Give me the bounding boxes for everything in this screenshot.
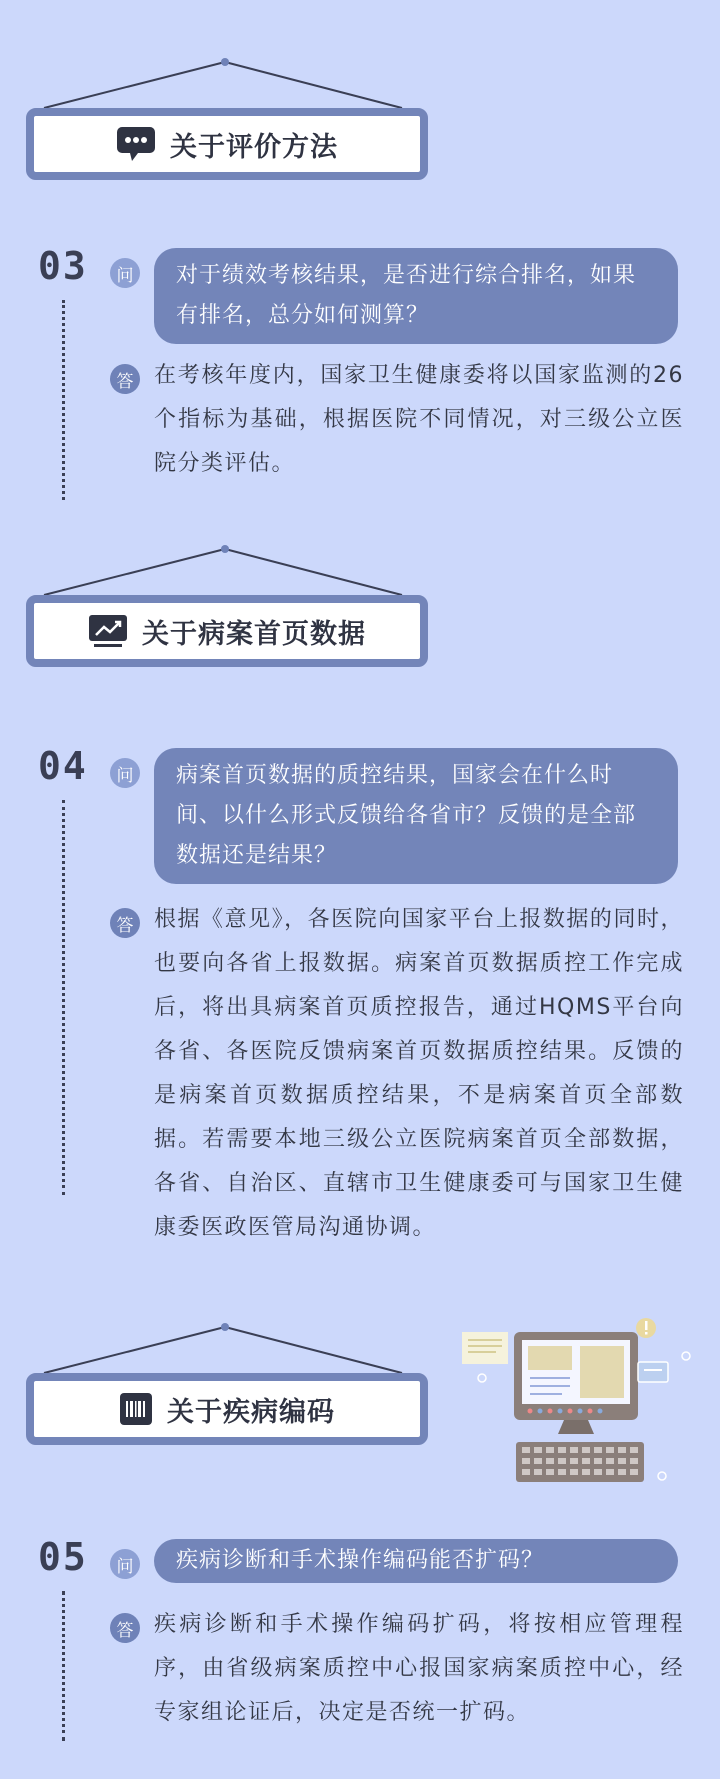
question-bubble: 病案首页数据的质控结果，国家会在什么时间、以什么形式反馈给各省市？反馈的是全部数据还是结果？ xyxy=(154,748,678,884)
section-title-box xyxy=(26,1373,428,1445)
question-badge: 问 xyxy=(110,1549,140,1579)
barcode-icon xyxy=(119,1392,153,1426)
question-number: 04 xyxy=(38,744,88,788)
question-number: 03 xyxy=(38,244,88,288)
answer-text: 疾病诊断和手术操作编码扩码，将按相应管理程序，由省级病案质控中心报国家病案质控中心，经专家组论证后，决定是否统一扩码。 xyxy=(154,1612,684,1725)
question-number: 05 xyxy=(38,1535,88,1579)
section-title: 关于病案首页数据 xyxy=(142,618,366,650)
chat-bubble-icon xyxy=(116,125,156,163)
question-bubble: 疾病诊断和手术操作编码能否扩码？ xyxy=(154,1539,678,1583)
section-title-box xyxy=(26,595,428,667)
question-badge: 问 xyxy=(110,758,140,788)
section-title: 关于评价方法 xyxy=(170,131,338,163)
sign-hanger-icon xyxy=(22,1315,422,1375)
answer-text: 在考核年度内，国家卫生健康委将以国家监测的26个指标为基础，根据医院不同情况，对三级公立医院分类评估。 xyxy=(154,363,684,476)
question-badge: 问 xyxy=(110,258,140,288)
answer-badge: 答 xyxy=(110,364,140,394)
dotted-divider xyxy=(62,1591,65,1741)
question-bubble: 对于绩效考核结果，是否进行综合排名，如果有排名，总分如何测算？ xyxy=(154,248,678,344)
section-title: 关于疾病编码 xyxy=(167,1396,335,1428)
section-title-box xyxy=(26,108,428,180)
dotted-divider xyxy=(62,300,65,500)
sign-hanger-icon xyxy=(22,50,422,110)
trend-chart-icon xyxy=(88,613,128,649)
answer-badge: 答 xyxy=(110,908,140,938)
answer-text: 根据《意见》，各医院向国家平台上报数据的同时，也要向各省上报数据。病案首页数据质控工作完成后，将出具病案首页质控报告，通过HQMS平台向各省、各医院反馈病案首页数据质控结果。反馈的是病案首页数据质控结果，不是病案首页全部数据。若需要本地三级公立医院病案首页全部数据，各省、自治区、直辖市卫生健康委可与国家卫生健康委医政医管局沟通协调。 xyxy=(154,907,684,1240)
section-header-evaluation xyxy=(22,50,422,210)
computer-monitor-icon xyxy=(458,1310,698,1500)
computer-illustration xyxy=(458,1310,698,1500)
section-header-disease-coding xyxy=(22,1315,422,1475)
section-header-medical-record xyxy=(22,537,422,697)
sign-hanger-icon xyxy=(22,537,422,597)
answer-badge: 答 xyxy=(110,1613,140,1643)
dotted-divider xyxy=(62,800,65,1195)
